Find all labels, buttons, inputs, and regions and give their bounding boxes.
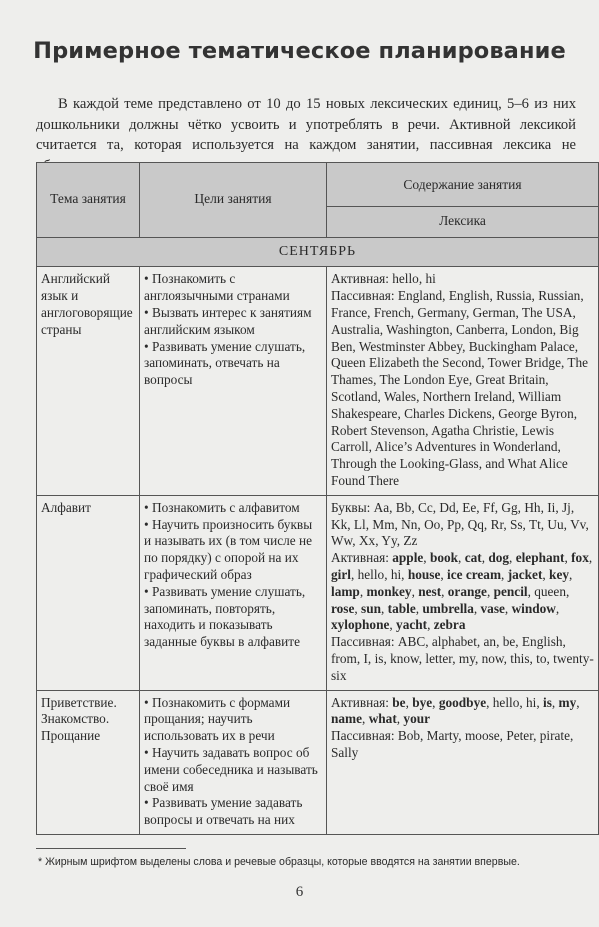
table-row bbox=[37, 267, 599, 495]
goals-cell bbox=[140, 690, 327, 834]
planning-table bbox=[36, 162, 599, 835]
topic-cell: Приветствие. Знакомство. Прощание bbox=[37, 690, 140, 834]
header-goals: Цели занятия bbox=[140, 163, 327, 238]
goal-item: • Вызвать интерес к занятиям английским языком bbox=[144, 304, 312, 337]
goal-item: • Научить задавать вопрос об имени собеседника и называть своё имя bbox=[144, 744, 318, 794]
footnote-rule bbox=[36, 848, 186, 849]
vocab-cell: Активная: hello, hi Пассивная: England, English, Russia, Russian, France, French, Germany, German, The USA, Australia, Washington, Canberra, London, Big Ben, Westminster Abbey, Buckingham Palace, Queen Elizabeth the Second, Tower Bridge, The Thames, The London Eye, Great Britain, Scotland, Wales, Northern Ireland, William Shakespeare, Charles Dickens, George Byron, Robert Stevenson, Agatha Christie, Lewis Carroll, Alice’s Adventures in Wonderland, Through the Looking-Glass, and What Alice Found There bbox=[327, 267, 599, 495]
goals-cell bbox=[140, 495, 327, 690]
goal-item: • Развивать умение задавать вопросы и отвечать на них bbox=[144, 795, 303, 828]
header-vocab: Лексика bbox=[327, 206, 599, 237]
table-row bbox=[37, 690, 599, 834]
intro-paragraph: В каждой теме представлено от 10 до 15 новых лексических единиц, 5–6 из них дошкольники должны чётко усвоить и употреблять в речи. Активной лексикой считается та, которая используется на каждом занятии, пассивная лексика не bbox=[36, 96, 576, 153]
footnote: * Жирным шрифтом выделены слова и речевые образцы, которые вводятся на занятии впервые. bbox=[38, 856, 520, 868]
header-content: Содержание занятия bbox=[327, 163, 599, 207]
table-header-row bbox=[37, 163, 599, 207]
topic-cell: Английский язык и англоговорящие страны bbox=[37, 267, 140, 495]
topic-cell: Алфавит bbox=[37, 495, 140, 690]
table-row bbox=[37, 495, 599, 690]
vocab-cell: Буквы: Aa, Bb, Cc, Dd, Ee, Ff, Gg, Hh, Ii, Jj, Kk, Ll, Mm, Nn, Oo, Pp, Qq, Rr, Ss, Tt, Uu, Vv, Ww, Xx, Yy, Zz Активная: apple, book, cat, dog, elephant, fox, girl, hello, hi, house, ice cream, jacket, key, lamp, monkey, nest, orange, pencil, queen, rose, sun, table, umbrella, vase, window, xylophone, yacht, zebra Пассивная: ABC, alphabet, an, be, English, from, I, is, know, letter, my, now, this, to, twenty-six bbox=[327, 495, 599, 690]
header-topic: Тема занятия bbox=[37, 163, 140, 238]
goal-item: • Научить произносить буквы и называть их (в том числе не по порядку) с опорой на их графический образ bbox=[144, 516, 313, 582]
page-title: Примерное тематическое планирование bbox=[33, 38, 566, 64]
table-body bbox=[37, 267, 599, 835]
goal-item: • Познакомить с формами прощания; научить использовать их в речи bbox=[144, 694, 291, 744]
month-row bbox=[37, 237, 599, 267]
goal-item: • Познакомить с алфавитом bbox=[144, 499, 300, 515]
goal-item: • Развивать умение слушать, запоминать, отвечать на вопросы bbox=[144, 338, 306, 388]
goal-item: • Развивать умение слушать, запоминать, повторять, находить и показывать заданные буквы в алфавите bbox=[144, 583, 306, 650]
vocab-cell: Активная: be, bye, goodbye, hello, hi, is, my, name, what, your Пассивная: Bob, Marty, moose, Peter, pirate, Sally bbox=[327, 690, 599, 834]
page-number: 6 bbox=[295, 884, 304, 900]
goal-item: • Познакомить с англоязычными странами bbox=[144, 271, 290, 304]
month-label: СЕНТЯБРЬ bbox=[37, 237, 599, 267]
goals-cell bbox=[140, 267, 327, 495]
